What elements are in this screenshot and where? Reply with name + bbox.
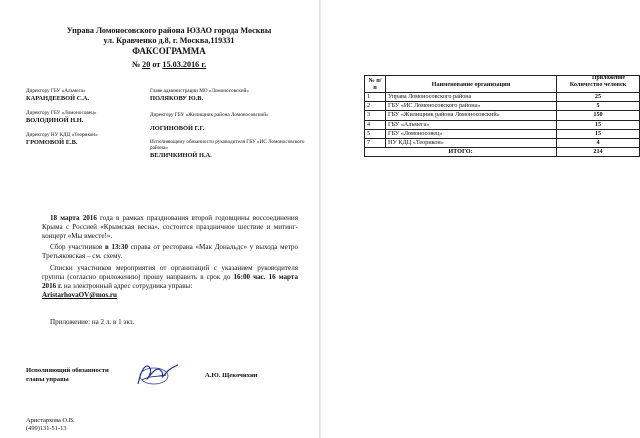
participant-count: 25 xyxy=(557,93,640,102)
signatory-name: А.Ю. Щекочихин xyxy=(205,372,258,379)
total-count: 214 xyxy=(557,148,640,157)
recipient-position: Директору НУ КДЦ «Теорикон» xyxy=(26,132,98,138)
table-row xyxy=(365,129,640,138)
organization-name: НУ КДЦ «Теорикон» xyxy=(386,138,557,147)
recipient-position: Директору ГБУ «Ломоносовец» xyxy=(26,110,97,116)
recipient-position: Директору ГБУ «Жилищник района Ломоносовский» xyxy=(150,112,269,118)
sender-address: ул. Кравченко д.8, г. Москва,119331 xyxy=(103,36,235,45)
participant-count: 4 xyxy=(557,138,640,147)
deadline: 16:00 час. 16 марта 2016 г. xyxy=(42,273,299,291)
document-title: ФАКСОГРАММА xyxy=(132,46,206,56)
date-prefix: от xyxy=(152,60,161,69)
recipient-name: ПОЛЯКОВУ Ю.В. xyxy=(150,95,204,102)
document-number: 20 xyxy=(142,60,151,69)
handwritten-signature xyxy=(132,356,184,392)
table-row xyxy=(365,138,640,147)
organization-name: ГБУ «ИС Ломоносовского района» xyxy=(386,102,557,111)
document-date: 15.03.2016 г. xyxy=(162,60,207,69)
recipient-position: Исполняющему обязанности руководителя ГБУ «ИС Ломоносовского района» xyxy=(150,139,305,151)
contact-email-link[interactable]: AristarhovaOV@mos.ru xyxy=(42,291,117,299)
row-number: 4 xyxy=(365,120,386,129)
appendix-label: Приложение xyxy=(592,75,626,81)
body-paragraph-3: Списки участников мероприятия от организаций с указанием руководителя группы (согласно приложению) прошу направить в срок до 16:00 час. 16 марта 2016 г. на электронный адрес сотрудника управы: xyxy=(42,264,299,291)
column-header: Количество человек xyxy=(557,76,640,93)
recipient-name: ГРОМОВОЙ Е.В. xyxy=(26,139,78,146)
sender-name: Управа Ломоносовского района ЮЗАО города Москвы xyxy=(66,26,272,35)
row-number: 3 xyxy=(365,111,386,120)
participant-count: 150 xyxy=(557,111,640,120)
organization-name: Управа Ломоносовского района xyxy=(386,93,557,102)
table-row xyxy=(365,111,640,120)
table-row xyxy=(365,93,640,102)
participant-count: 5 xyxy=(557,102,640,111)
total-label: ИТОГО: xyxy=(365,148,557,157)
fax-page xyxy=(0,0,318,438)
organizations-table xyxy=(364,75,640,157)
recipient-name: ЛОГИНОВОЙ Г.Г. xyxy=(150,125,205,132)
event-date: 18 марта 2016 xyxy=(50,214,97,222)
row-number: 1 xyxy=(365,93,386,102)
column-header: № п/п xyxy=(365,76,386,93)
number-prefix: № xyxy=(131,60,141,69)
participant-count: 15 xyxy=(557,129,640,138)
recipient-position: Директору ГБУ «Альмега» xyxy=(26,88,86,94)
signatory-role: Исполняющий обязанности xyxy=(26,367,109,374)
document-number-line xyxy=(60,60,278,69)
table-header-row xyxy=(365,76,640,93)
appendix-page xyxy=(322,0,640,438)
table-total-row xyxy=(365,148,640,157)
organization-name: ГБУ «Жилищник района Ломоносовский» xyxy=(386,111,557,120)
executor-name: Аристархова О.В. xyxy=(26,417,75,424)
body-paragraph-2: Сбор участников в 13:30 справа от ресторана «Мак Дональдс» у выхода метро Третьяковская – см. схему. xyxy=(42,243,298,261)
row-number: 7 xyxy=(365,138,386,147)
page-fold xyxy=(319,0,321,438)
participant-count: 15 xyxy=(557,120,640,129)
column-header: Наименование организации xyxy=(386,76,557,93)
attachment-note: Приложение: на 2 л. в 1 экз. xyxy=(50,318,135,326)
organization-name: ГБУ «Ломоносовец» xyxy=(386,129,557,138)
executor-phone: (499)131-51-13 xyxy=(26,425,67,432)
signatory-role: главы управы xyxy=(26,376,69,383)
recipient-name: ВОЛОДИНОЙ Н.Н. xyxy=(26,117,84,124)
meeting-time: в 13:30 xyxy=(104,243,128,251)
row-number: 5 xyxy=(365,129,386,138)
recipient-name: КАРАНДЕЕВОЙ С.А. xyxy=(26,95,90,102)
body-paragraph-1: 18 марта 2016 года в рамках празднования второй годовщины воссоединения Крыма с Россией «Крымская весна», состоится праздничное шествие и митинг-концерт «Мы вместе!». xyxy=(42,214,298,241)
recipient-name: ВЕЛИЧКИНОЙ Н.А. xyxy=(150,152,212,159)
table-row xyxy=(365,102,640,111)
organization-name: ГБУ «Альмега» xyxy=(386,120,557,129)
recipient-position: Главе администрации МО «Ломоносовский» xyxy=(150,88,250,94)
row-number: 2 xyxy=(365,102,386,111)
table-row xyxy=(365,120,640,129)
